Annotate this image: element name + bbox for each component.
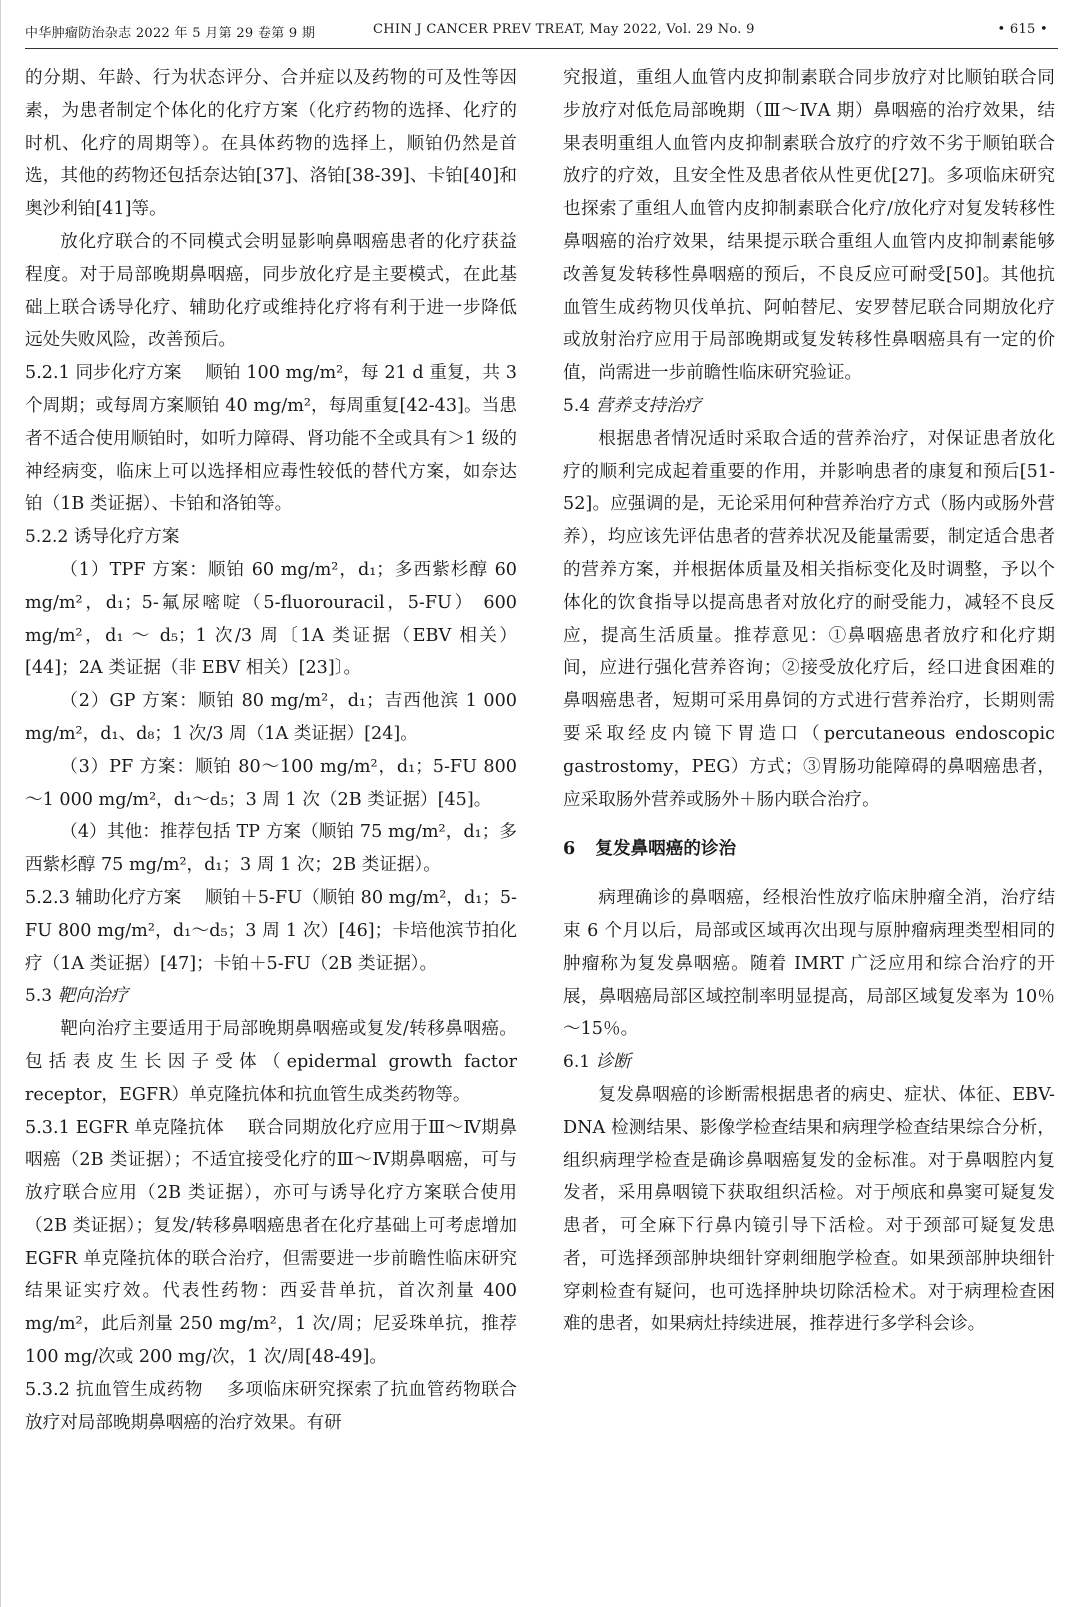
section-heading-6: [563, 833, 1055, 866]
section-title: EGFR 单克隆抗体: [75, 1117, 225, 1138]
regimen-pf: （3）PF 方案：顺铂 80～100 mg/m²，d₁；5-FU 800～1 000 mg/m²，d₁～d₅；3 周 1 次（2B 类证据）[45]。: [25, 756, 517, 810]
regimen-other: （4）其他：推荐包括 TP 方案（顺铂 75 mg/m²，d₁；多西紫杉醇 75 mg/m²，d₁；3 周 1 次；2B 类证据）。: [25, 822, 517, 876]
paragraph: 的分期、年龄、行为状态评分、合并症以及药物的可及性等因素，为患者制定个体化的化疗方案（化疗药物的选择、化疗的时机、化疗的周期等）。在具体药物的选择上，顺铂仍然是首选，其他的药物还包括奈达铂[37]、洛铂[38-39]、卡铂[40]和奥沙利铂[41]等。: [25, 68, 517, 220]
page-number: • 615 •: [997, 22, 1048, 37]
subsection-5-2-1: [25, 357, 517, 521]
subsection-5-3-2: [25, 1374, 517, 1440]
section-number: 5.4: [563, 395, 591, 416]
section-number: 5.2.2: [25, 527, 69, 548]
journal-title-cn: 中华肿瘤防治杂志 2022 年 5 月第 29 卷第 9 期: [25, 26, 316, 41]
regimen-gp: （2）GP 方案：顺铂 80 mg/m²，d₁；吉西他滨 1 000 mg/m²，d₁、d₈；1 次/3 周（1A 类证据）[24]。: [25, 691, 517, 744]
paragraph: 究报道，重组人血管内皮抑制素联合同步放疗对比顺铂联合同步放疗对低危局部晚期（Ⅲ～ⅣA 期）鼻咽癌的治疗效果，结果表明重组人血管内皮抑制素联合放疗的疗效不劣于顺铂联合放疗的疗效，且安全性及患者依从性更优[27]。多项临床研究也探索了重组人血管内皮抑制素联合化疗/放化疗对复发转移性鼻咽癌的治疗效果，结果提示联合重组人血管内皮抑制素能够改善复发转移性鼻咽癌的预后，不良反应可耐受[50]。其他抗血管生成药物贝伐单抗、阿帕替尼、安罗替尼联合同期放化疗或放射治疗应用于局部晚期或复发转移性鼻咽癌具有一定的价值，尚需进一步前瞻性临床研究验证。: [563, 68, 1055, 384]
paragraph: 顺铂 100 mg/m²，每 21 d 重复，共 3 个周期；或每周方案顺铂 40 mg/m²，每周重复[42-43]。当患者不适合使用顺铂时，如听力障碍、肾功能不全或具有＞1 级的神经病变，临床上可以选择相应毒性较低的替代方案，如奈达铂（1B 类证据）、卡铂和洛铂等。: [25, 363, 517, 515]
section-number: 5.3.2: [25, 1379, 70, 1400]
right-column: [563, 62, 1055, 1341]
paragraph: 放化疗联合的不同模式会明显影响鼻咽癌患者的化疗获益程度。对于局部晚期鼻咽癌，同步放化疗是主要模式，在此基础上联合诱导化疗、辅助化疗或维持化疗将有利于进一步降低远处失败风险，改善预后。: [25, 231, 517, 351]
paragraph: 病理确诊的鼻咽癌，经根治性放疗临床肿瘤全消，治疗结束 6 个月以后，局部或区域再次出现与原肿瘤病理类型相同的肿瘤称为复发鼻咽癌。随着 IMRT 广泛应用和综合治疗的开展，鼻咽癌局部区域控制率明显提高，局部区域复发率为 10％～15％。: [563, 888, 1055, 1040]
subsection-heading-5-2-2: [25, 521, 517, 554]
section-number: 5.2.1: [25, 363, 70, 384]
section-title: 抗血管生成药物: [75, 1379, 203, 1400]
regimen-tpf: （1）TPF 方案：顺铂 60 mg/m²，d₁；多西紫杉醇 60 mg/m²，d₁；5-氟尿嘧啶（5-fluorouracil，5-FU） 600 mg/m²，d₁ ～ d₅；1 次/3 周〔1A 类证据（EBV 相关）[44]；2A 类证据（非 EBV 相关）[23]〕。: [25, 559, 517, 679]
subsection-5-3-1: [25, 1112, 517, 1374]
running-header: [25, 14, 1058, 49]
section-number: 5.2.3: [25, 887, 70, 908]
section-heading-5-4: [563, 390, 1055, 423]
left-column: [25, 62, 517, 1439]
section-heading-6-1: [563, 1046, 1055, 1079]
section-number: 5.3: [25, 986, 53, 1007]
section-number: 6.1: [563, 1052, 591, 1073]
section-title: 复发鼻咽癌的诊治: [595, 838, 737, 860]
paragraph: 顺铂＋5-FU（顺铂 80 mg/m²，d₁；5-FU 800 mg/m²，d₁～d₅；3 周 1 次）[46]；卡培他滨节拍化疗（1A 类证据）[47]；卡铂＋5-FU（2B 类证据）。: [25, 887, 517, 974]
section-title: 辅助化疗方案: [75, 887, 182, 908]
paragraph: 靶向治疗主要适用于局部晚期鼻咽癌或复发/转移鼻咽癌。包括表皮生长因子受体（epidermal growth factor receptor，EGFR）单克隆抗体和抗血管生成类药物等。: [25, 1019, 517, 1105]
paragraph: 多项临床研究探索了抗血管药物联合放疗对局部晚期鼻咽癌的治疗效果。有研: [25, 1379, 517, 1433]
section-title: 营养支持治疗: [595, 395, 702, 416]
paragraph: 联合同期放化疗应用于Ⅲ～Ⅳ期鼻咽癌（2B 类证据）；不适宜接受化疗的Ⅲ～Ⅳ期鼻咽癌，可与放疗联合应用（2B 类证据），亦可与诱导化疗方案联合使用（2B 类证据）；复发/转移鼻咽癌患者在化疗基础上可考虑增加 EGFR 单克隆抗体的联合治疗，但需要进一步前瞻性临床研究结果证实疗效。代表性药物：西妥昔单抗，首次剂量 400 mg/m²，此后剂量 250 mg/m²，1 次/周；尼妥珠单抗，推荐 100 mg/次或 200 mg/次，1 次/周[48-49]。: [25, 1117, 518, 1368]
subsection-5-2-3: [25, 882, 517, 980]
paragraph: 复发鼻咽癌的诊断需根据患者的病史、症状、体征、EBV-DNA 检测结果、影像学检查结果和病理学检查结果综合分析，组织病理学检查是确诊鼻咽癌复发的金标准。对于鼻咽腔内复发者，采用鼻咽镜下获取组织活检。对于颅底和鼻窦可疑复发患者，可全麻下行鼻内镜引导下活检。对于颈部可疑复发患者，可选择颈部肿块细针穿刺细胞学检查。如果颈部肿块细针穿刺检查有疑问，也可选择肿块切除活检术。对于病理检查困难的患者，如果病灶持续进展，推荐进行多学科会诊。: [563, 1084, 1055, 1335]
section-number: 6: [563, 838, 576, 860]
section-title: 诱导化疗方案: [73, 527, 180, 548]
section-number: 5.3.1: [25, 1117, 70, 1138]
section-title: 靶向治疗: [57, 986, 129, 1007]
journal-title-en: CHIN J CANCER PREV TREAT, May 2022, Vol. 29 No. 9: [373, 22, 755, 37]
section-heading-5-3: [25, 980, 517, 1013]
section-title: 同步化疗方案: [75, 363, 182, 384]
paragraph: 根据患者情况适时采取合适的营养治疗，对保证患者放化疗的顺利完成起着重要的作用，并影响患者的康复和预后[51-52]。应强调的是，无论采用何种营养治疗方式（肠内或肠外营养），均应该先评估患者的营养状况及能量需要，制定适合患者的营养方案，并根据体质量及相关指标变化及时调整，予以个体化的饮食指导以提高患者对放化疗的耐受能力，减轻不良反应，提高生活质量。推荐意见：①鼻咽癌患者放疗和化疗期间，应进行强化营养咨询；②接受放化疗后，经口进食困难的鼻咽癌患者，短期可采用鼻饲的方式进行营养治疗，长期则需要采取经皮内镜下胃造口（percutaneous endoscopic gastrostomy，PEG）方式；③胃肠功能障碍的鼻咽癌患者，应采取肠外营养或肠外＋肠内联合治疗。: [563, 428, 1055, 810]
section-title: 诊断: [595, 1052, 631, 1073]
